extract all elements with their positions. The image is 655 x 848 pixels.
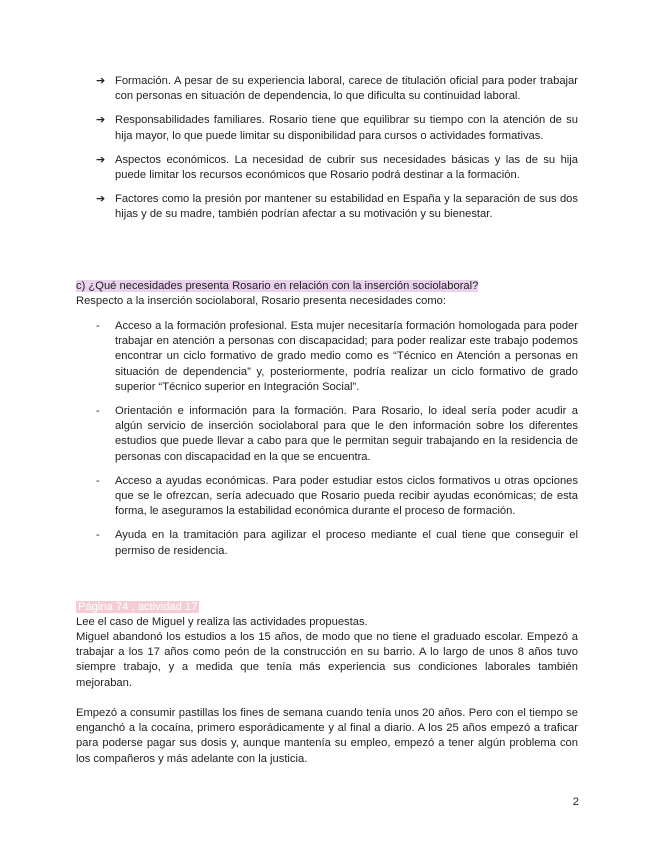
question-heading bbox=[76, 279, 576, 294]
list-item bbox=[96, 192, 578, 222]
list-item-text: Acceso a ayudas económicas. Para poder estudiar estos ciclos formativos u otras opciones que se le ofrezcan, sería adecuado que Rosario pueda recibir ayudas económicas; de esta forma, le aseguramos la estabilidad económica durante el proceso de formación. bbox=[115, 474, 578, 518]
list-item bbox=[96, 319, 578, 395]
dash-bullet: - bbox=[96, 405, 100, 418]
list-item bbox=[96, 113, 578, 143]
dash-bullet: - bbox=[96, 529, 100, 542]
list-item bbox=[96, 404, 578, 465]
dash-bullet: - bbox=[96, 474, 100, 487]
dash-bullet-list bbox=[96, 319, 578, 568]
arrow-bullet-icon: ➔ bbox=[96, 193, 106, 206]
task-label bbox=[76, 600, 199, 615]
list-item-text: Responsabilidades familiares. Rosario tiene que equilibrar su tiempo con la atención de su hija mayor, lo que puede limitar su disponibilidad para cursos o actividades formativas. bbox=[115, 114, 578, 142]
arrow-bullet-icon: ➔ bbox=[96, 75, 106, 87]
list-item-text: Formación. A pesar de su experiencia laboral, carece de titulación oficial para poder trabajar con personas en situación de dependencia, lo que dificulta su continuidad laboral. bbox=[115, 75, 578, 103]
paragraph: Empezó a consumir pastillas los fines de semana cuando tenía unos 20 años. Pero con el tiempo se enganchó a la cocaína, primero esporádicamente y al final a diario. A los 25 años empezó a traficar para poderse pagar sus dosis y, aunque mantenía su empleo, empezó a tener algún problema con los compañeros y más adelante con la justicia. bbox=[76, 707, 578, 765]
list-item bbox=[96, 74, 578, 104]
paragraph: Miguel abandonó los estudios a los 15 años, de modo que no tiene el graduado escolar. Empezó a trabajar a los 17 años como peón de la construcción en su barrio. A lo largo de unos 8 años tuvo siempre trabajo, y a medida que tenía más experiencia sus condiciones laborales también mejoraban. bbox=[76, 631, 578, 689]
question-heading-text: c) ¿Qué necesidades presenta Rosario en relación con la inserción sociolaboral? bbox=[76, 280, 479, 292]
list-item-text: Factores como la presión por mantener su estabilidad en España y la separación de sus dos hijas y de su madre, también podrían afectar a su motivación y su bienestar. bbox=[115, 193, 578, 221]
list-item-text: Ayuda en la tramitación para agilizar el proceso mediante el cual tiene que conseguir el permiso de residencia. bbox=[115, 529, 578, 557]
intro-text: Respecto a la inserción sociolaboral, Rosario presenta necesidades como: bbox=[76, 295, 447, 307]
task-instruction: Lee el caso de Miguel y realiza las actividades propuestas. bbox=[76, 616, 368, 628]
arrow-bullet-list bbox=[96, 74, 578, 232]
dash-bullet: - bbox=[96, 320, 100, 332]
list-item bbox=[96, 474, 578, 520]
task-label-text: Página 74 , actividad 17 bbox=[78, 601, 198, 613]
list-item-text: Acceso a la formación profesional. Esta mujer necesitaría formación homologada para poder trabajar en atención a personas con discapacidad; para poder realizar este trabajo podemos encontrar un ciclo formativo de grado medio como es “Técnico en Atención a personas en situación de dependencia” y, posteriormente, podría realizar un ciclo formativo de grado superior “Técnico superior en Integración Social”. bbox=[115, 320, 578, 393]
list-item bbox=[96, 528, 578, 558]
list-item-text: Aspectos económicos. La necesidad de cubrir sus necesidades básicas y las de su hija puede limitar los recursos económicos que Rosario podrá destinar a la formación. bbox=[115, 153, 578, 182]
arrow-bullet-icon: ➔ bbox=[96, 153, 106, 166]
list-item-text: Orientación e información para la formación. Para Rosario, lo ideal sería poder acudir a algún servicio de inserción sociolaboral para que le den información sobre los diferentes estudios que puede llevar a cabo para que le permitan seguir trabajando en la residencia de personas con discapacidad en la que se encuentra. bbox=[115, 405, 578, 463]
page-number: 2 bbox=[572, 796, 579, 808]
list-item bbox=[96, 153, 578, 183]
arrow-bullet-icon: ➔ bbox=[96, 114, 106, 127]
